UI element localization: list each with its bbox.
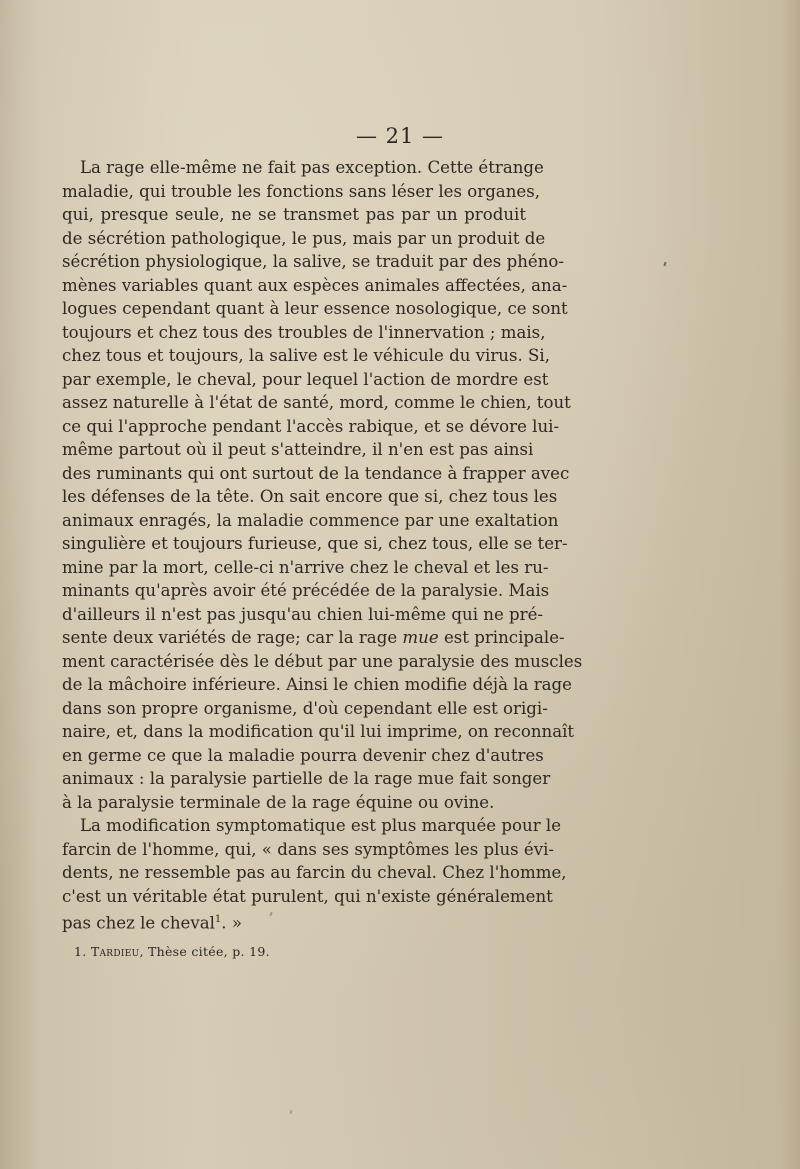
text-line: sécrétion physiologique, la salive, se traduit par des phéno-	[62, 252, 564, 271]
text-line: maladie, qui trouble les fonctions sans léser les organes,	[62, 181, 541, 201]
text-line: par exemple, le cheval, pour lequel l'action de mordre est	[62, 369, 549, 389]
text-line: à la paralysie terminale de la rage équine ou ovine.	[62, 792, 495, 812]
text-line: en germe ce que la maladie pourra devenir chez d'autres	[62, 745, 544, 765]
text-line: de sécrétion pathologique, le pus, mais par un produit de	[62, 228, 546, 248]
text-segment: pas chez le cheval	[62, 913, 215, 933]
text-line	[62, 626, 565, 650]
footnote-marker: 1.	[74, 944, 87, 959]
text-line: les défenses de la tête. On sait encore que si, chez tous les	[62, 487, 558, 506]
text-line: mènes variables quant aux espèces animales affectées, ana-	[62, 275, 568, 295]
text-line: minants qu'après avoir été précédée de la paralysie. Mais	[62, 581, 550, 600]
body-text	[62, 156, 583, 933]
footnote	[74, 944, 270, 959]
text-line: mine par la mort, celle-ci n'arrive chez le cheval et les ru-	[62, 557, 549, 577]
paper-speck	[663, 262, 666, 266]
text-line: dents, ne ressemble pas au farcin du cheval. Chez l'homme,	[62, 863, 567, 882]
text-segment: . »	[221, 913, 242, 933]
text-line: dans son propre organisme, d'où cependant elle est origi-	[62, 698, 548, 718]
text-line: animaux enragés, la maladie commence par une exaltation	[62, 510, 559, 530]
text-line: animaux : la paralysie partielle de la rage mue fait songer	[62, 769, 551, 788]
text-line: La modification symptomatique est plus marquée pour le	[80, 816, 562, 835]
text-line: des ruminants qui ont surtout de la tendance à frapper avec	[62, 463, 570, 483]
text-line: même partout où il peut s'atteindre, il n'en est pas ainsi	[62, 440, 534, 459]
page-number: — 21 —	[355, 124, 445, 148]
text-segment: sente deux variétés de rage; car la rage	[62, 628, 398, 647]
text-line: c'est un véritable état purulent, qui n'existe généralement	[62, 886, 553, 906]
text-line: chez tous et toujours, la salive est le véhicule du virus. Si,	[62, 346, 551, 365]
text-line: assez naturelle à l'état de santé, mord, comme le chien, tout	[62, 393, 571, 412]
text-line	[62, 908, 526, 932]
footnote-author: Tardieu	[90, 944, 140, 959]
text-segment: est principale-	[443, 628, 565, 647]
paper-speck	[289, 1110, 292, 1114]
text-line: d'ailleurs il n'est pas jusqu'au chien lui-même qui ne pré-	[62, 604, 544, 624]
text-line: logues cependant quant à leur essence nosologique, ce sont	[62, 299, 568, 318]
italic-term: mue	[402, 628, 439, 647]
text-line: La rage elle-même ne fait pas exception. Cette étrange	[80, 158, 544, 177]
footnote-text: , Thèse citée, p. 19.	[139, 944, 270, 959]
text-line: toujours et chez tous des troubles de l'innervation ; mais,	[62, 322, 546, 342]
text-line: naire, et, dans la modification qu'il lui imprime, on reconnaît	[62, 722, 575, 741]
text-line: ce qui l'approche pendant l'accès rabique, et se dévore lui-	[62, 416, 560, 436]
text-line: de la mâchoire inférieure. Ainsi le chien modifie déjà la rage	[62, 675, 572, 694]
text-line: ment caractérisée dès le début par une paralysie des muscles	[62, 651, 583, 671]
text-line: qui, presque seule, ne se transmet pas par un produit	[62, 205, 526, 224]
footnote-ref: 1	[214, 914, 222, 925]
text-line: farcin de l'homme, qui, « dans ses symptômes les plus évi-	[62, 839, 555, 859]
text-line: singulière et toujours furieuse, que si, chez tous, elle se ter-	[62, 534, 568, 553]
